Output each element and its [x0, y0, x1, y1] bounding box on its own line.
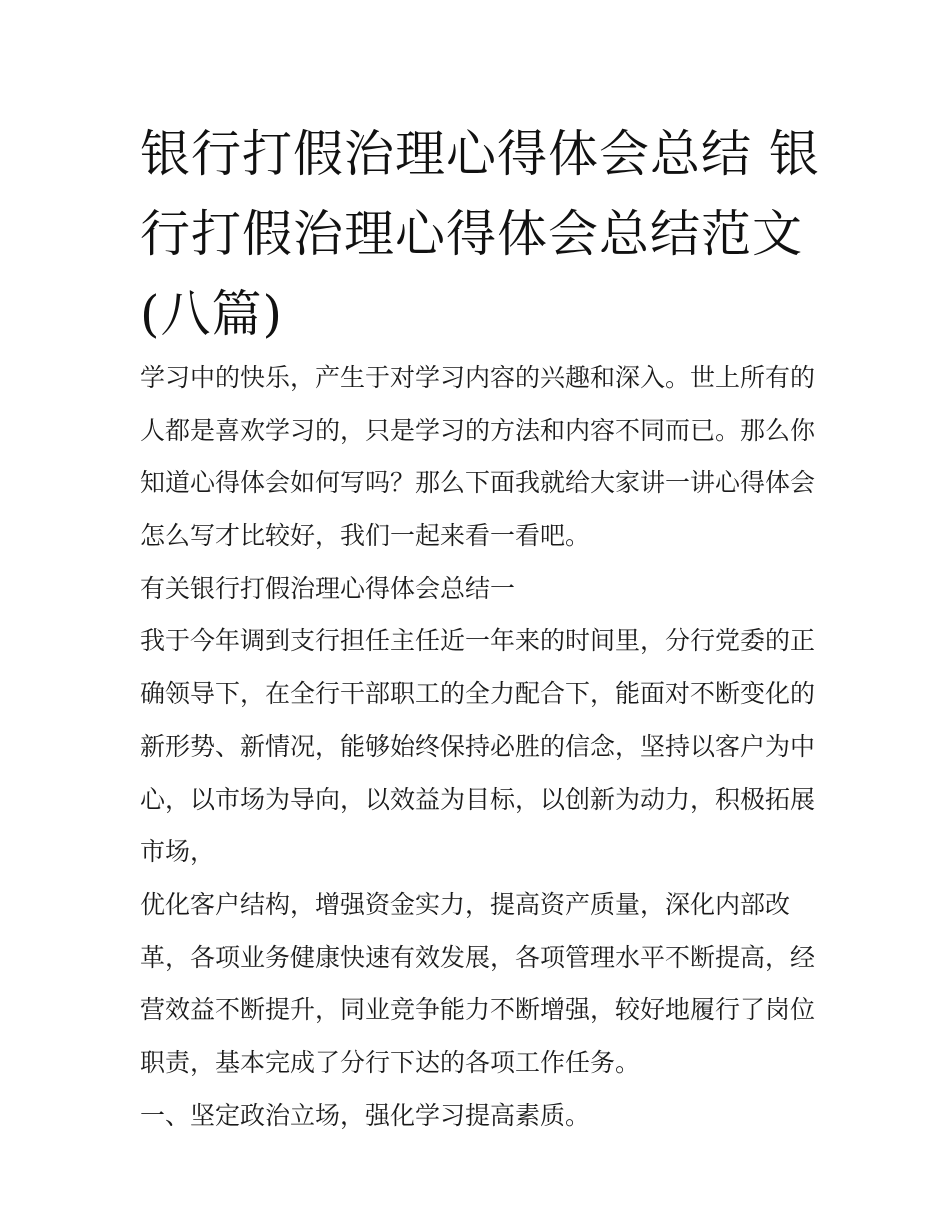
body-line: 优化客户结构，增强资金实力，提高资产质量，深化内部改: [140, 889, 791, 919]
body-line: 人都是喜欢学习的，只是学习的方法和内容不同而已。那么你: [140, 415, 816, 445]
body-line: 新形势、新情况，能够始终保持必胜的信念，坚持以客户为中: [140, 731, 816, 761]
body-line: 市场，: [140, 837, 216, 867]
body-line: 革，各项业务健康快速有效发展，各项管理水平不断提高，经: [140, 942, 816, 972]
body-line: 确领导下，在全行干部职工的全力配合下，能面对不断变化的: [140, 679, 816, 709]
body-line: 学习中的快乐，产生于对学习内容的兴趣和深入。世上所有的: [140, 363, 816, 392]
body-line: 我于今年调到支行担任主任近一年来的时间里，分行党委的正: [140, 626, 816, 656]
body-line: 知道心得体会如何写吗？那么下面我就给大家讲一讲心得体会: [140, 468, 816, 498]
body-line: 心，以市场为导向，以效益为目标，以创新为动力，积极拓展: [140, 784, 816, 814]
title-line: (八篇): [140, 285, 284, 343]
title-line: 行打假治理心得体会总结范文: [140, 205, 803, 263]
section-heading: 一、坚定政治立场，强化学习提高素质。: [140, 1100, 591, 1130]
body-line: 职责，基本完成了分行下达的各项工作任务。: [140, 1047, 641, 1077]
document-body: [140, 352, 820, 1142]
document-title: [140, 114, 820, 354]
section-heading: 有关银行打假治理心得体会总结一: [140, 573, 516, 603]
body-line: 营效益不断提升，同业竞争能力不断增强，较好地履行了岗位: [140, 995, 816, 1025]
title-line: 银行打假治理心得体会总结 银: [140, 125, 820, 183]
body-line: 怎么写才比较好，我们一起来看一看吧。: [140, 521, 591, 551]
